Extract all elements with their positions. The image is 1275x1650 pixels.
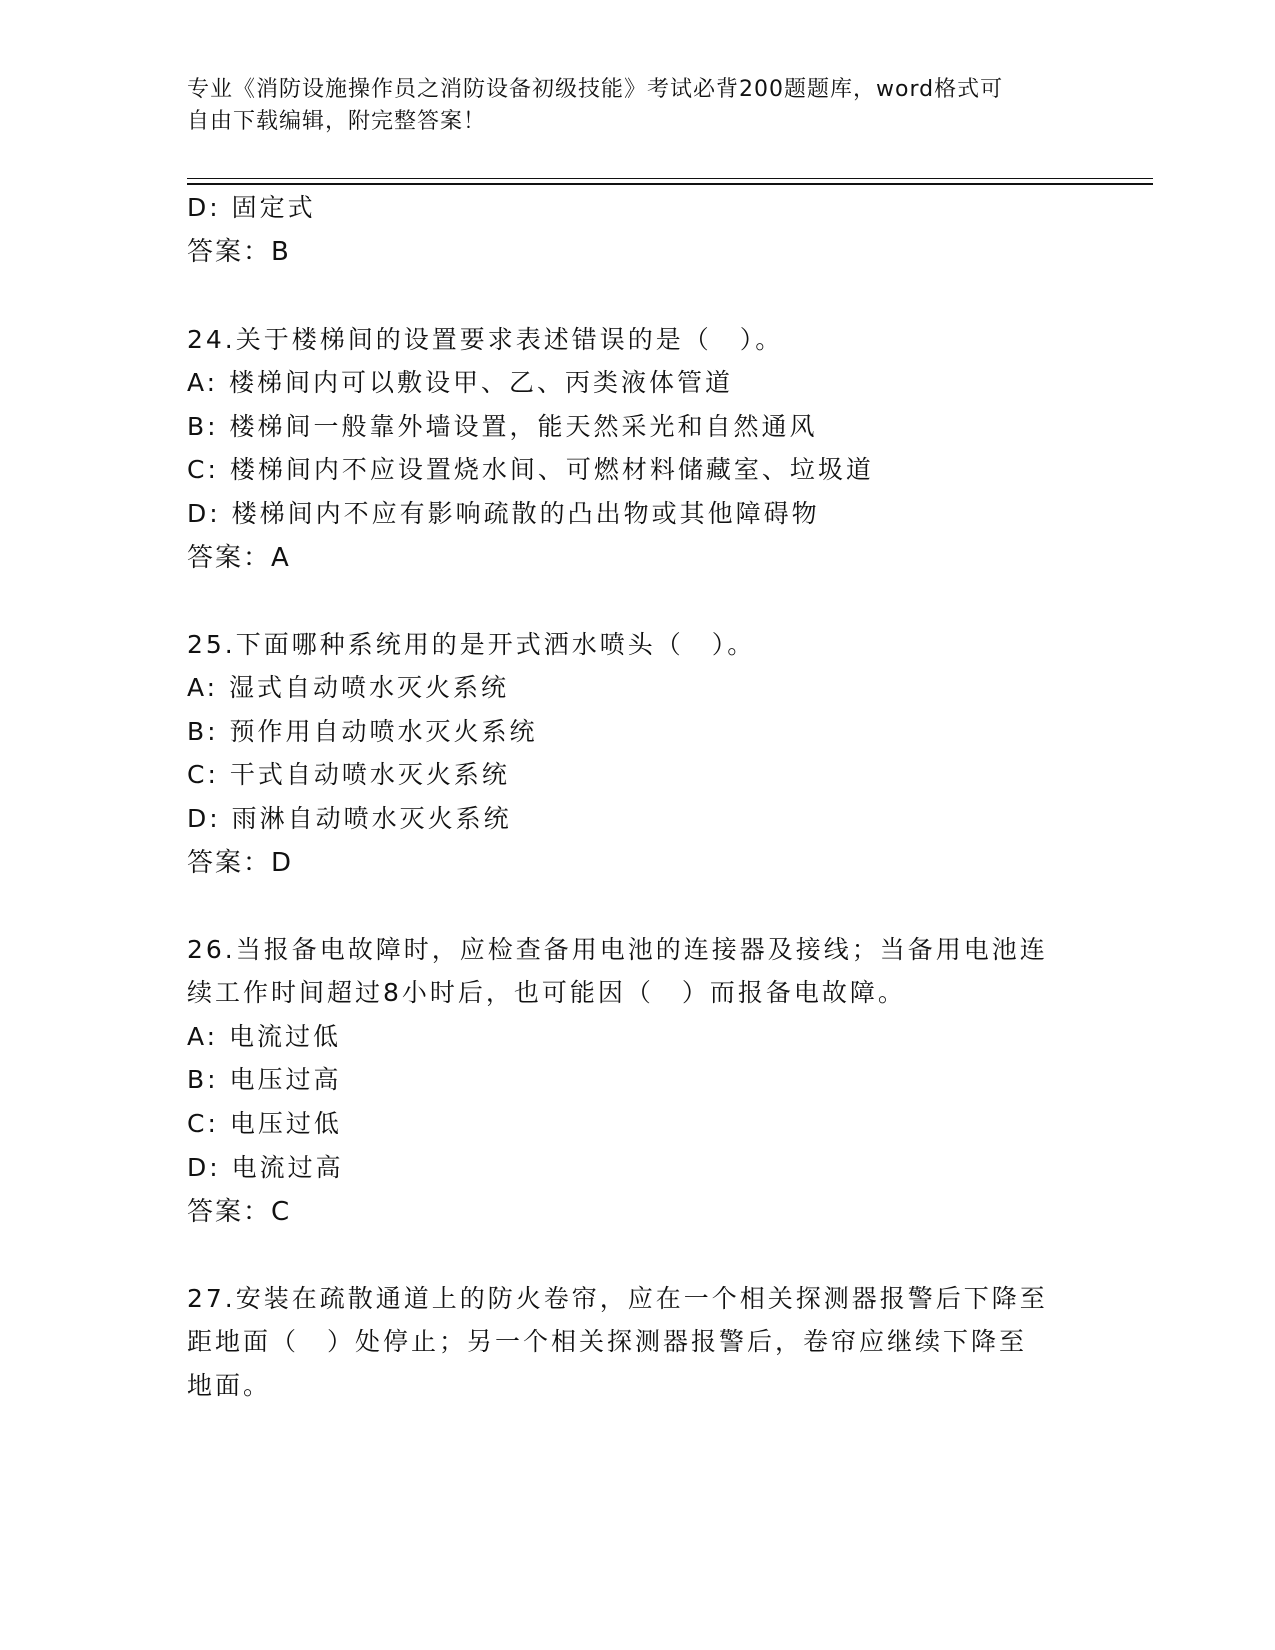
question-24-option-c: C: 楼梯间内不应设置烧水间、可燃材料储藏室、垃圾道 <box>187 455 874 484</box>
answer-value: A <box>271 543 289 573</box>
answer-value: C <box>271 1197 290 1227</box>
question-24-stem: 24.关于楼梯间的设置要求表述错误的是（ ）。 <box>187 325 784 354</box>
answer-label: 答案： <box>187 848 272 878</box>
question-27-stem-line-3: 地面。 <box>187 1371 272 1400</box>
question-25-option-c: C: 干式自动喷水灭火系统 <box>187 760 510 789</box>
question-25-option-a: A: 湿式自动喷水灭火系统 <box>187 673 510 702</box>
question-24-answer <box>187 541 289 575</box>
question-26-option-a: A: 电流过低 <box>187 1022 342 1051</box>
question-26-stem-line-1: 26.当报备电故障时，应检查备用电池的连接器及接线；当备用电池连 <box>187 935 1048 964</box>
header-title-line-1: 专业《消防设施操作员之消防设备初级技能》考试必背200题题库，word格式可 <box>187 77 1004 102</box>
header-title-line-2: 自由下载编辑，附完整答案！ <box>187 109 487 134</box>
question-27-stem-line-1: 27.安装在疏散通道上的防火卷帘，应在一个相关探测器报警后下降至 <box>187 1284 1048 1313</box>
answer-label: 答案： <box>187 237 272 267</box>
answer-value: D <box>271 848 292 878</box>
question-25-stem: 25.下面哪种系统用的是开式洒水喷头（ ）。 <box>187 630 756 659</box>
header-rule-thick <box>187 183 1153 185</box>
question-25-option-d: D: 雨淋自动喷水灭火系统 <box>187 804 512 833</box>
answer-value: B <box>271 237 289 267</box>
header-rule-thin <box>187 178 1153 179</box>
prev-option-d: D: 固定式 <box>187 193 316 222</box>
answer-label: 答案： <box>187 1197 272 1227</box>
question-25-answer <box>187 846 291 880</box>
answer-label: 答案： <box>187 543 272 573</box>
question-26-option-c: C: 电压过低 <box>187 1109 342 1138</box>
question-27-stem-line-2: 距地面（ ）处停止；另一个相关探测器报警后，卷帘应继续下降至 <box>187 1327 1028 1356</box>
question-24-option-b: B: 楼梯间一般靠外墙设置，能天然采光和自然通风 <box>187 412 818 441</box>
question-24-option-a: A: 楼梯间内可以敷设甲、乙、丙类液体管道 <box>187 368 734 397</box>
question-24-option-d: D: 楼梯间内不应有影响疏散的凸出物或其他障碍物 <box>187 499 820 528</box>
question-26-answer <box>187 1195 289 1229</box>
question-26-option-d: D: 电流过高 <box>187 1153 344 1182</box>
prev-answer <box>187 235 289 269</box>
question-25-option-b: B: 预作用自动喷水灭火系统 <box>187 717 538 746</box>
document-header <box>187 74 1067 138</box>
question-26-option-b: B: 电压过高 <box>187 1065 342 1094</box>
question-26-stem-line-2: 续工作时间超过8小时后，也可能因（ ）而报备电故障。 <box>187 978 906 1007</box>
